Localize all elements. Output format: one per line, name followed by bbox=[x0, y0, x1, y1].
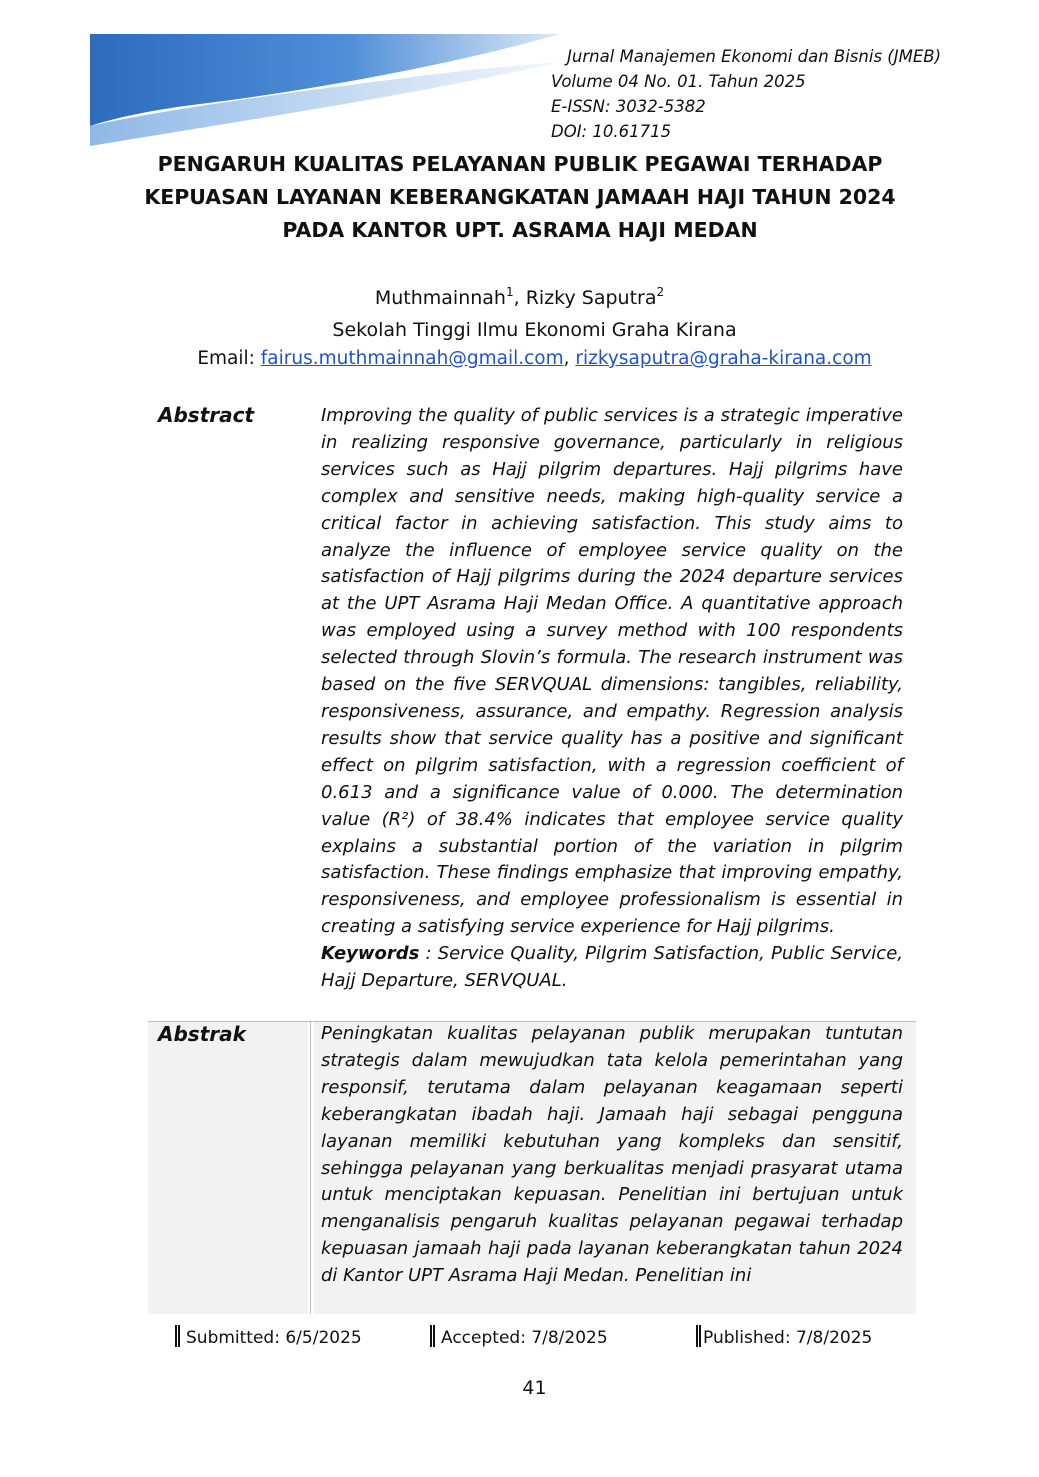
accepted-date bbox=[430, 1325, 608, 1348]
separator-bar bbox=[430, 1325, 435, 1347]
abstract-body bbox=[321, 403, 903, 995]
author-1: Muthmainnah bbox=[374, 287, 506, 309]
page-number: 41 bbox=[522, 1377, 547, 1399]
keywords-label: Keywords bbox=[321, 943, 420, 965]
journal-info bbox=[551, 44, 941, 144]
submitted-text: Submitted: 6/5/2025 bbox=[186, 1328, 362, 1348]
email-separator: , bbox=[563, 348, 576, 369]
abstract-text: Improving the quality of public services is a strategic imperative in realizing responsive governance, particularly in religious services such as Hajj pilgrim departures. Hajj pilgrims have complex and sensitive needs, making high-quality service a critical factor in achieving satisfaction. This study aims to analyze the influence of employee service quality on the satisfaction of Hajj pilgrims during the 2024 departure services at the UPT Asrama Haji Medan Office. A quantitative approach was employed using a survey method with 100 respondents selected through Slovin’s formula. The research instrument was based on the five SERVQUAL dimensions: tangibles, reliability, responsiveness, assurance, and empathy. Regression analysis results show that service quality has a positive and significant effect on pilgrim satisfaction, with a regression coefficient of 0.613 and a significance value of 0.000. The determination value (R²) of 38.4% indicates that employee service quality explains a substantial portion of the variation in pilgrim satisfaction. These findings emphasize that improving empathy, responsiveness, and employee professionalism is essential in creating a satisfying service experience for Hajj pilgrims. bbox=[321, 405, 903, 938]
table-divider-vertical bbox=[310, 1021, 311, 1314]
paper-title bbox=[100, 148, 940, 247]
abstrak-body bbox=[321, 1021, 903, 1290]
journal-name: Jurnal Manajemen Ekonomi dan Bisnis (JMEB) bbox=[567, 47, 942, 66]
journal-issn: E-ISSN: 3032-5382 bbox=[551, 97, 706, 116]
abstract-label: Abstract bbox=[158, 403, 255, 427]
affiliation: Sekolah Tinggi Ilmu Ekonomi Graha Kirana bbox=[332, 319, 737, 341]
email-link-2[interactable]: rizkysaputra@graha-kirana.com bbox=[575, 348, 872, 369]
published-date bbox=[696, 1325, 872, 1348]
separator-bar bbox=[175, 1325, 180, 1347]
keywords-text: : Service Quality, Pilgrim Satisfaction, Public Service, Hajj Departure, SERVQUAL. bbox=[321, 943, 903, 992]
accepted-text: Accepted: 7/8/2025 bbox=[441, 1328, 608, 1348]
published-text: Published: 7/8/2025 bbox=[703, 1328, 873, 1348]
abstrak-text: Peningkatan kualitas pelayanan publik merupakan tuntutan strategis dalam mewujudkan tata kelola pemerintahan yang responsif, terutama dalam pelayanan keagamaan seperti keberangkatan ibadah haji. Jamaah haji sebagai pengguna layanan memiliki kebutuhan yang kompleks dan sensitif, sehingga pelayanan yang berkualitas menjadi prasyarat utama untuk menciptakan kepuasan. Penelitian ini bertujuan untuk menganalisis pengaruh kualitas pelayanan pegawai terhadap kepuasan jamaah haji pada layanan keberangkatan tahun 2024 di Kantor UPT Asrama Haji Medan. Penelitian ini bbox=[321, 1023, 903, 1287]
title-line-1: PENGARUH KUALITAS PELAYANAN PUBLIK PEGAWAI TERHADAP bbox=[157, 152, 883, 176]
title-line-3: PADA KANTOR UPT. ASRAMA HAJI MEDAN bbox=[282, 218, 758, 242]
author-separator: , bbox=[513, 287, 526, 309]
email-line bbox=[0, 348, 1039, 369]
separator-bar bbox=[696, 1325, 701, 1347]
email-link-1[interactable]: fairus.muthmainnah@gmail.com bbox=[260, 348, 564, 369]
author-1-affil: 1 bbox=[505, 285, 514, 299]
journal-volume: Volume 04 No. 01. Tahun 2025 bbox=[551, 72, 806, 91]
author-2-affil: 2 bbox=[656, 285, 665, 299]
title-line-2: KEPUASAN LAYANAN KEBERANGKATAN JAMAAH HAJI TAHUN 2024 bbox=[144, 185, 896, 209]
abstrak-label: Abstrak bbox=[158, 1022, 246, 1046]
abstrak-label-cell bbox=[148, 1022, 308, 1314]
author-list bbox=[0, 285, 1039, 309]
journal-doi: DOI: 10.61715 bbox=[551, 122, 672, 141]
author-2: Rizky Saputra bbox=[525, 287, 657, 309]
email-label: Email: bbox=[197, 348, 261, 369]
submitted-date bbox=[175, 1325, 362, 1348]
keywords-line bbox=[321, 941, 903, 995]
